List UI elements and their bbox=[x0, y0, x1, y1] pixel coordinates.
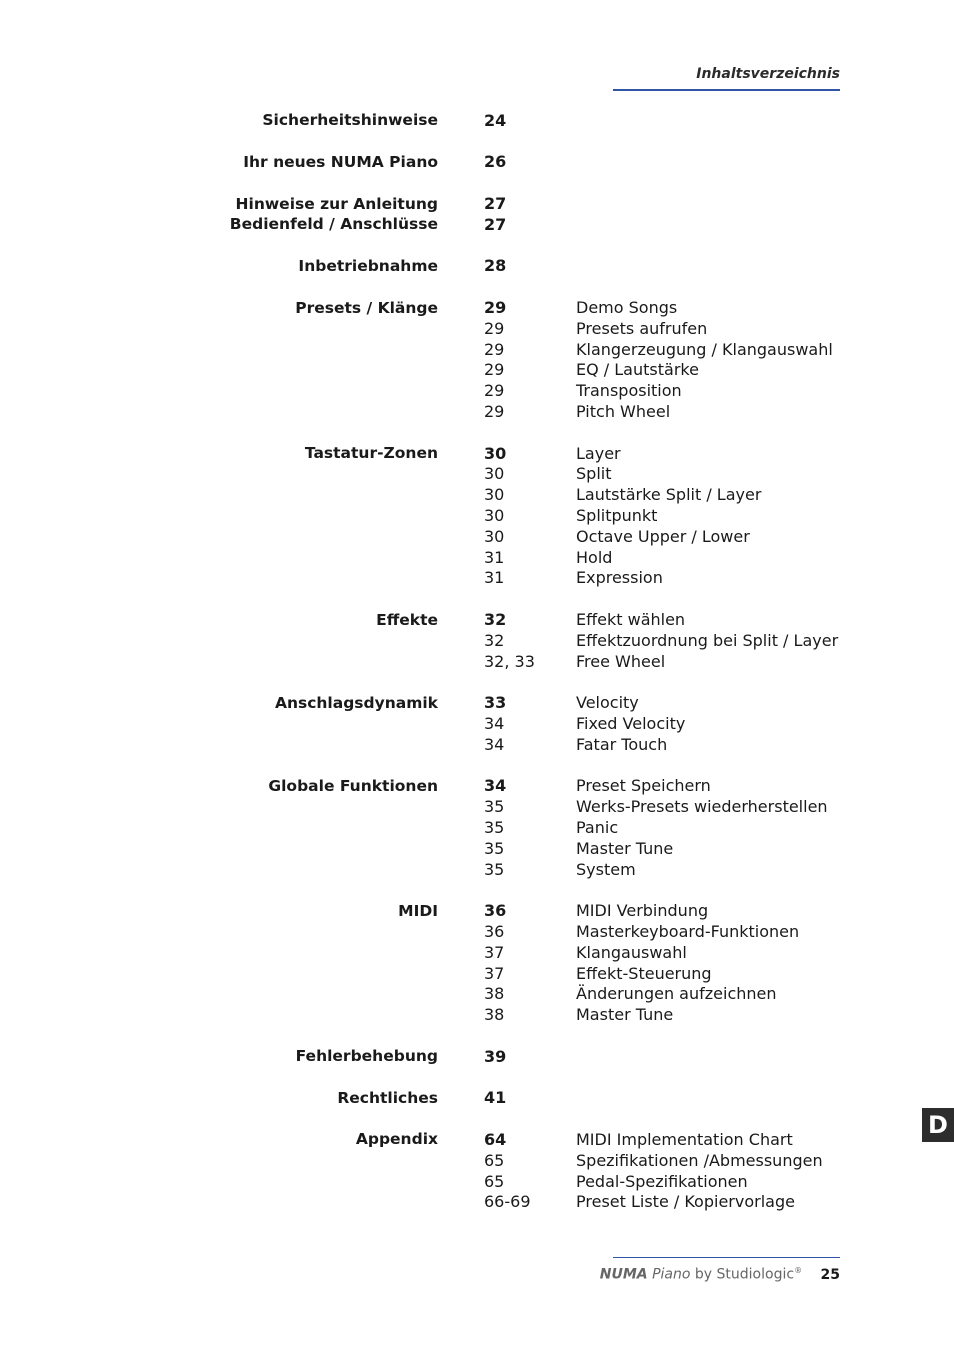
toc-topic: MIDI Implementation Chart bbox=[576, 1129, 793, 1149]
toc-row bbox=[0, 713, 954, 734]
toc-page-number: 30 bbox=[484, 485, 505, 505]
toc-page-number: 32 bbox=[484, 610, 507, 630]
toc-page-number: 28 bbox=[484, 256, 507, 276]
toc-page-number: 29 bbox=[484, 318, 505, 338]
toc-row bbox=[0, 526, 954, 547]
toc-topic: MIDI Verbindung bbox=[576, 901, 709, 921]
toc-row bbox=[0, 318, 954, 339]
toc-topic: Splitpunkt bbox=[576, 506, 658, 526]
language-tab: D bbox=[922, 1108, 954, 1142]
toc-page-number: 35 bbox=[484, 838, 505, 858]
toc-row bbox=[0, 380, 954, 401]
toc-topic: Layer bbox=[576, 443, 621, 463]
toc-row bbox=[0, 963, 954, 984]
toc-page-number: 36 bbox=[484, 921, 505, 941]
toc-page-number: 30 bbox=[484, 464, 505, 484]
toc-topic: Hold bbox=[576, 547, 613, 567]
footer-divider bbox=[613, 1257, 840, 1258]
toc-topic: Presets aufrufen bbox=[576, 318, 708, 338]
toc-entry bbox=[0, 692, 954, 754]
toc-topic: Pedal-Spezifikationen bbox=[576, 1171, 748, 1191]
toc-section-title: Anschlagsdynamik bbox=[274, 693, 438, 712]
toc-topic: Transposition bbox=[576, 381, 682, 401]
toc-section-title: Rechtliches bbox=[337, 1088, 438, 1107]
toc-row bbox=[0, 1171, 954, 1192]
toc-row bbox=[0, 505, 954, 526]
footer-by: by Studiologic bbox=[694, 1266, 795, 1283]
toc-row bbox=[0, 692, 954, 713]
toc-row bbox=[0, 983, 954, 1004]
toc-row bbox=[0, 630, 954, 651]
toc-topic: Effekt wählen bbox=[576, 610, 686, 630]
toc-entry bbox=[0, 297, 954, 422]
toc-page-number: 29 bbox=[484, 402, 505, 422]
toc-row bbox=[0, 401, 954, 422]
toc-topic: Lautstärke Split / Layer bbox=[576, 485, 762, 505]
toc-section-title: Sicherheitshinweise bbox=[262, 111, 438, 130]
toc-topic: Fatar Touch bbox=[576, 734, 668, 754]
toc-topic: Demo Songs bbox=[576, 298, 678, 318]
toc-page-number: 29 bbox=[484, 360, 505, 380]
toc-row bbox=[0, 921, 954, 942]
toc-topic: Velocity bbox=[576, 693, 639, 713]
toc-page-number: 35 bbox=[484, 797, 505, 817]
toc-entry bbox=[0, 1046, 954, 1067]
toc-row bbox=[0, 214, 954, 235]
toc-entry bbox=[0, 1087, 954, 1108]
toc-page-number: 64 bbox=[484, 1129, 507, 1149]
toc-section-title: Fehlerbehebung bbox=[295, 1047, 438, 1066]
toc-entry bbox=[0, 609, 954, 671]
toc-topic: Preset Speichern bbox=[576, 776, 711, 796]
toc-section-title: MIDI bbox=[398, 901, 438, 920]
toc-topic: Panic bbox=[576, 817, 619, 837]
toc-row bbox=[0, 734, 954, 755]
toc-page-number: 37 bbox=[484, 942, 505, 962]
toc-section-title: Bedienfeld / Anschlüsse bbox=[229, 215, 438, 234]
toc-page-number: 26 bbox=[484, 152, 507, 172]
toc-row bbox=[0, 464, 954, 485]
header-divider bbox=[613, 89, 840, 91]
toc-section-title: Appendix bbox=[355, 1130, 438, 1149]
toc-row bbox=[0, 838, 954, 859]
toc-page-number: 35 bbox=[484, 817, 505, 837]
toc-entry bbox=[0, 443, 954, 589]
toc-row bbox=[0, 360, 954, 381]
toc-topic: Pitch Wheel bbox=[576, 402, 671, 422]
toc-topic: System bbox=[576, 859, 636, 879]
toc-page-number: 29 bbox=[484, 298, 507, 318]
toc-topic: Preset Liste / Kopiervorlage bbox=[576, 1192, 795, 1212]
toc-entry bbox=[0, 110, 954, 131]
toc-page-number: 33 bbox=[484, 693, 507, 713]
toc-topic: Spezifikationen /Abmessungen bbox=[576, 1150, 823, 1170]
toc-topic: Klangerzeugung / Klangauswahl bbox=[576, 339, 833, 359]
toc-section-title: Hinweise zur Anleitung bbox=[235, 194, 438, 213]
toc-section-title: Inbetriebnahme bbox=[298, 256, 438, 275]
toc-row bbox=[0, 1191, 954, 1212]
toc-row bbox=[0, 1087, 954, 1108]
toc-topic: Split bbox=[576, 464, 612, 484]
toc-row bbox=[0, 152, 954, 173]
toc-row bbox=[0, 1046, 954, 1067]
toc-row bbox=[0, 776, 954, 797]
toc-page-number: 34 bbox=[484, 714, 505, 733]
table-of-contents bbox=[0, 110, 954, 1233]
toc-page-number: 37 bbox=[484, 963, 505, 983]
toc-topic: Änderungen aufzeichnen bbox=[576, 984, 777, 1004]
toc-page-number: 34 bbox=[484, 776, 507, 796]
toc-row bbox=[0, 817, 954, 838]
toc-topic: Fixed Velocity bbox=[576, 714, 686, 733]
toc-page-number: 65 bbox=[484, 1150, 505, 1170]
toc-page-number: 29 bbox=[484, 339, 505, 359]
toc-section-title: Globale Funktionen bbox=[268, 776, 438, 795]
toc-topic: Werks-Presets wiederherstellen bbox=[576, 797, 828, 817]
toc-entry bbox=[0, 1129, 954, 1212]
toc-topic: Effekt-Steuerung bbox=[576, 963, 712, 983]
toc-page-number: 65 bbox=[484, 1171, 505, 1191]
toc-page-number: 30 bbox=[484, 526, 505, 546]
page-number: 25 bbox=[820, 1266, 840, 1283]
toc-row bbox=[0, 484, 954, 505]
toc-page-number: 38 bbox=[484, 1005, 505, 1025]
toc-page-number: 34 bbox=[484, 734, 505, 754]
toc-page-number: 32, 33 bbox=[484, 651, 535, 671]
toc-topic: Effektzuordnung bei Split / Layer bbox=[576, 630, 839, 650]
toc-row bbox=[0, 1129, 954, 1150]
toc-entry bbox=[0, 776, 954, 880]
toc-row bbox=[0, 547, 954, 568]
toc-topic: EQ / Lautstärke bbox=[576, 360, 699, 380]
toc-row bbox=[0, 651, 954, 672]
toc-entry bbox=[0, 152, 954, 173]
toc-page-number: 27 bbox=[484, 214, 507, 234]
toc-row bbox=[0, 1004, 954, 1025]
toc-page-number: 39 bbox=[484, 1046, 507, 1066]
footer-brand: NUMA Piano bbox=[599, 1266, 691, 1283]
toc-row bbox=[0, 297, 954, 318]
toc-page-number: 31 bbox=[484, 568, 505, 588]
toc-topic: Klangauswahl bbox=[576, 942, 687, 962]
toc-section-title: Ihr neues NUMA Piano bbox=[243, 152, 438, 171]
toc-topic: Expression bbox=[576, 568, 663, 588]
toc-topic: Master Tune bbox=[576, 838, 674, 858]
toc-row bbox=[0, 110, 954, 131]
toc-topic: Master Tune bbox=[576, 1005, 674, 1025]
registered-mark: ® bbox=[794, 1266, 803, 1275]
toc-row bbox=[0, 859, 954, 880]
toc-row bbox=[0, 942, 954, 963]
toc-page-number: 29 bbox=[484, 381, 505, 401]
toc-entry bbox=[0, 900, 954, 1025]
toc-row bbox=[0, 256, 954, 277]
toc-row bbox=[0, 1150, 954, 1171]
toc-entry bbox=[0, 193, 954, 235]
toc-page-number: 41 bbox=[484, 1088, 507, 1108]
toc-page-number: 35 bbox=[484, 859, 505, 879]
toc-page-number: 24 bbox=[484, 110, 507, 130]
toc-row bbox=[0, 193, 954, 214]
toc-topic: Masterkeyboard-Funktionen bbox=[576, 921, 800, 941]
toc-page-number: 36 bbox=[484, 901, 507, 921]
toc-row bbox=[0, 339, 954, 360]
toc-row bbox=[0, 568, 954, 589]
page-header-title: Inhaltsverzeichnis bbox=[696, 66, 840, 82]
page-footer bbox=[600, 1266, 840, 1283]
toc-section-title: Presets / Klänge bbox=[295, 298, 438, 317]
toc-page-number: 32 bbox=[484, 630, 505, 650]
toc-page-number: 31 bbox=[484, 547, 505, 567]
toc-page-number: 66-69 bbox=[484, 1192, 531, 1212]
toc-row bbox=[0, 443, 954, 464]
toc-page-number: 30 bbox=[484, 506, 505, 526]
toc-page-number: 27 bbox=[484, 194, 507, 214]
toc-row bbox=[0, 900, 954, 921]
toc-entry bbox=[0, 256, 954, 277]
toc-section-title: Effekte bbox=[376, 610, 438, 629]
toc-row bbox=[0, 796, 954, 817]
toc-topic: Octave Upper / Lower bbox=[576, 526, 750, 546]
toc-topic: Free Wheel bbox=[576, 651, 666, 671]
toc-row bbox=[0, 609, 954, 630]
toc-section-title: Tastatur-Zonen bbox=[304, 444, 438, 463]
toc-page-number: 30 bbox=[484, 443, 507, 463]
toc-page-number: 38 bbox=[484, 984, 505, 1004]
